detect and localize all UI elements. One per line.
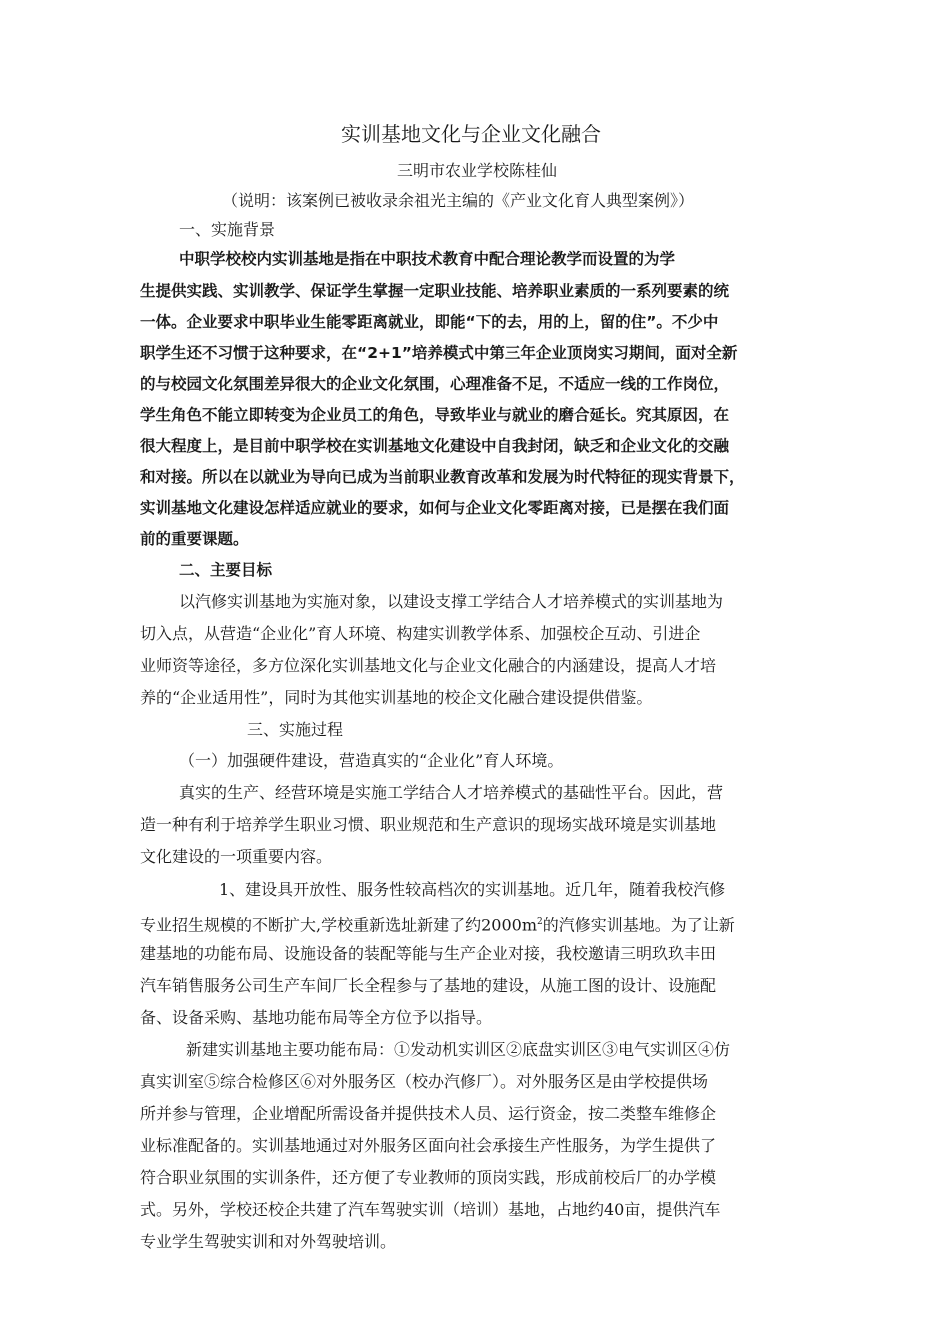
text-run: 的汽修实训基地。为了让新 bbox=[542, 915, 735, 935]
paragraph-line: 所并参与管理，企业增配所需设备并提供技术人员、运行资金，按二类整车维修企 bbox=[140, 1104, 717, 1123]
paragraph-line: 1、建设具开放性、服务性较高档次的实训基地。近几年，随着我校汽修 bbox=[219, 880, 726, 899]
paragraph-line: 符合职业氛围的实训条件，还方便了专业教师的顶岗实践，形成前校后厂的办学模 bbox=[140, 1168, 717, 1187]
paragraph-line: 的与校园文化氛围差异很大的企业文化氛围，心理准备不足，不适应一线的工作岗位， bbox=[140, 375, 730, 393]
section-heading-process: 三、实施过程 bbox=[247, 720, 344, 739]
section-heading-goals: 二、主要目标 bbox=[179, 561, 273, 579]
document-title: 实训基地文化与企业文化融合 bbox=[341, 122, 601, 146]
paragraph-line: 生提供实践、实训教学、保证学生掌握一定职业技能、培养职业素质的一系列要素的统 bbox=[140, 282, 730, 300]
text-run: 专业招生规模的不断扩大,学校重新选址新建了约2000 bbox=[140, 915, 522, 935]
paragraph-line: 文化建设的一项重要内容。 bbox=[140, 847, 333, 866]
paragraph-line: 汽车销售服务公司生产车间厂长全程参与了基地的建设，从施工图的设计、设施配 bbox=[140, 976, 717, 995]
paragraph-line: 切入点，从营造“企业化”育人环境、构建实训教学体系、加强校企互动、引进企 bbox=[140, 624, 701, 643]
paragraph-line: 前的重要课题。 bbox=[140, 530, 249, 548]
paragraph-line bbox=[140, 912, 735, 935]
paragraph-line: 以汽修实训基地为实施对象，以建设支撑工学结合人才培养模式的实训基地为 bbox=[179, 592, 724, 611]
paragraph-line: 业师资等途径，多方位深化实训基地文化与企业文化融合的内涵建设，提高人才培 bbox=[140, 656, 717, 675]
paragraph-line: 一体。企业要求中职毕业生能零距离就业，即能“下的去，用的上，留的住”。不少中 bbox=[140, 313, 719, 331]
paragraph-line: 中职学校校内实训基地是指在中职技术教育中配合理论教学而设置的为学 bbox=[179, 250, 676, 268]
paragraph-line: 和对接。所以在以就业为导向已成为当前职业教育改革和发展为时代特征的现实背景下， bbox=[140, 468, 745, 486]
section-heading-background: 一、实施背景 bbox=[179, 220, 276, 239]
document-author: 三明市农业学校陈桂仙 bbox=[397, 161, 558, 180]
paragraph-line: 新建实训基地主要功能布局：①发动机实训区②底盘实训区③电气实训区④仿 bbox=[186, 1040, 731, 1059]
paragraph-line: 养的“企业适用性”，同时为其他实训基地的校企文化融合建设提供借鉴。 bbox=[140, 688, 653, 707]
paragraph-line: 式。另外，学校还校企共建了汽车驾驶实训（培训）基地，占地约40亩，提供汽车 bbox=[140, 1200, 721, 1219]
superscript: 2 bbox=[536, 917, 543, 927]
paragraph-line: 专业学生驾驶实训和对外驾驶培训。 bbox=[140, 1232, 397, 1251]
paragraph-line: 建基地的功能布局、设施设备的装配等能与生产企业对接，我校邀请三明玖玖丰田 bbox=[140, 944, 717, 963]
paragraph-line: 真实训室⑤综合检修区⑥对外服务区（校办汽修厂）。对外服务区是由学校提供场 bbox=[140, 1072, 709, 1091]
paragraph-line: 很大程度上，是目前中职学校在实训基地文化建设中自我封闭，缺乏和企业文化的交融 bbox=[140, 437, 730, 455]
paragraph-line: 实训基地文化建设怎样适应就业的要求，如何与企业文化零距离对接，已是摆在我们面 bbox=[140, 499, 730, 517]
paragraph-line: 造一种有利于培养学生职业习惯、职业规范和生产意识的现场实战环境是实训基地 bbox=[140, 815, 717, 834]
paragraph-line: 真实的生产、经营环境是实施工学结合人才培养模式的基础性平台。因此，营 bbox=[179, 783, 724, 802]
paragraph-line: 学生角色不能立即转变为企业员工的角色，导致毕业与就业的磨合延长。究其原因，在 bbox=[140, 406, 730, 424]
unit-text: m bbox=[521, 915, 537, 935]
paragraph-line: 业标准配备的。实训基地通过对外服务区面向社会承接生产性服务，为学生提供了 bbox=[140, 1136, 717, 1155]
document-note: （说明：该案例已被收录余祖光主编的《产业文化育人典型案例》） bbox=[222, 191, 695, 210]
subsection-heading: （一）加强硬件建设，营造真实的“企业化”育人环境。 bbox=[179, 751, 564, 770]
paragraph-line: 职学生还不习惯于这种要求，在“2+1”培养模式中第三年企业顶岗实习期间，面对全新 bbox=[140, 344, 738, 362]
paragraph-line: 备、设备采购、基地功能布局等全方位予以指导。 bbox=[140, 1008, 493, 1027]
